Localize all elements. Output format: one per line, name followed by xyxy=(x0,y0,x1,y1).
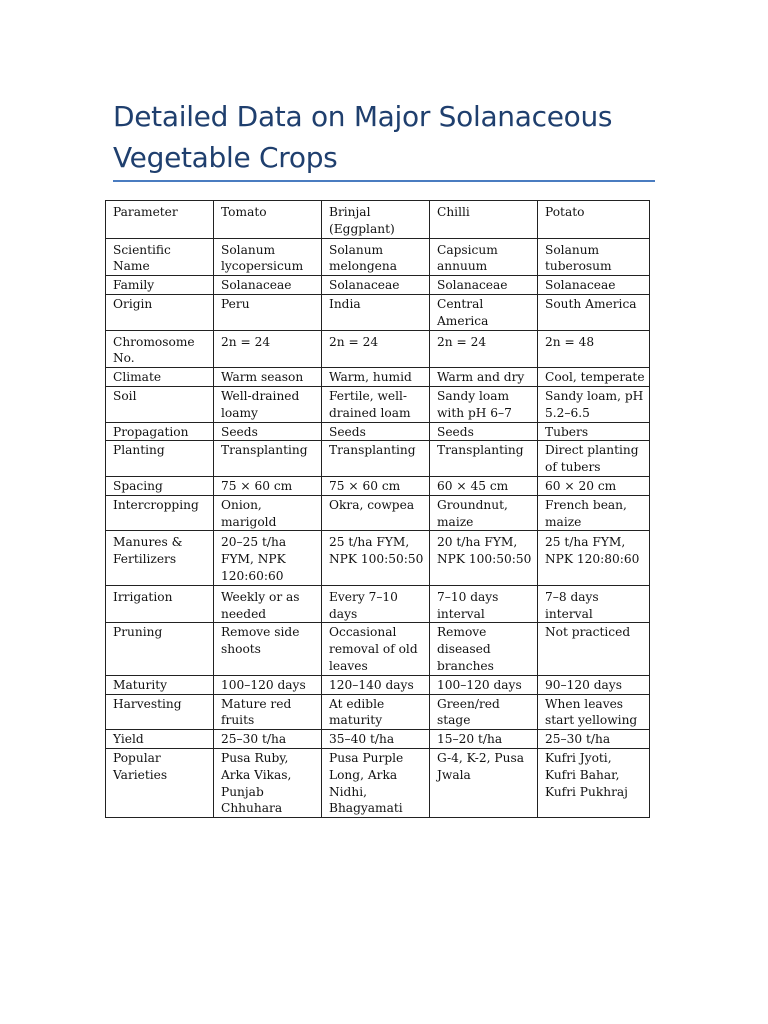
table-cell: Weekly or as needed xyxy=(214,585,322,623)
row-label: Climate xyxy=(106,368,214,387)
table-row xyxy=(106,495,650,531)
table-cell: Occasional removal of old leaves xyxy=(322,623,430,675)
table-cell: 100–120 days xyxy=(430,675,538,694)
table-cell: Seeds xyxy=(214,422,322,441)
header-cell-tomato: Tomato xyxy=(214,201,322,239)
table-row xyxy=(106,368,650,387)
table-row xyxy=(106,476,650,495)
table-cell: 60 × 20 cm xyxy=(538,476,650,495)
table-cell: Transplanting xyxy=(214,441,322,477)
table-header-row xyxy=(106,201,650,239)
table-row xyxy=(106,330,650,368)
table-cell: Not practiced xyxy=(538,623,650,675)
table-cell: Cool, temperate xyxy=(538,368,650,387)
table-cell: Transplanting xyxy=(430,441,538,477)
table-row xyxy=(106,238,650,276)
table-cell: 60 × 45 cm xyxy=(430,476,538,495)
header-cell-chilli: Chilli xyxy=(430,201,538,239)
table-cell: 35–40 t/ha xyxy=(322,730,430,749)
table-cell: French bean, maize xyxy=(538,495,650,531)
table-cell: Well-drained loamy xyxy=(214,386,322,422)
table-cell: Fertile, well-drained loam xyxy=(322,386,430,422)
table-cell: 2n = 48 xyxy=(538,330,650,368)
table-cell: Every 7–10 days xyxy=(322,585,430,623)
table-row xyxy=(106,623,650,675)
table-cell: Okra, cowpea xyxy=(322,495,430,531)
header-cell-brinjal: Brinjal (Eggplant) xyxy=(322,201,430,239)
table-cell: 25 t/ha FYM, NPK 100:50:50 xyxy=(322,531,430,585)
table-cell: G-4, K-2, Pusa Jwala xyxy=(430,748,538,817)
table-cell: Central America xyxy=(430,294,538,330)
table-cell: 25–30 t/ha xyxy=(214,730,322,749)
table-cell: Solanum tuberosum xyxy=(538,238,650,276)
table-cell: Capsicum annuum xyxy=(430,238,538,276)
table-cell: 7–10 days interval xyxy=(430,585,538,623)
page-title: Detailed Data on Major Solanaceous Vegetable Crops xyxy=(113,100,613,174)
row-label: Chromosome No. xyxy=(106,330,214,368)
table-cell: 2n = 24 xyxy=(214,330,322,368)
row-label: Origin xyxy=(106,294,214,330)
table-row xyxy=(106,748,650,817)
table-cell: 120–140 days xyxy=(322,675,430,694)
row-label: Family xyxy=(106,276,214,295)
table-cell: 75 × 60 cm xyxy=(322,476,430,495)
row-label: Manures & Fertilizers xyxy=(106,531,214,585)
table-row xyxy=(106,386,650,422)
table-cell: 25–30 t/ha xyxy=(538,730,650,749)
crop-data-table xyxy=(105,200,650,818)
table-cell: 25 t/ha FYM, NPK 120:80:60 xyxy=(538,531,650,585)
table-cell: 90–120 days xyxy=(538,675,650,694)
row-label: Soil xyxy=(106,386,214,422)
table-cell: Onion, marigold xyxy=(214,495,322,531)
header-cell-parameter: Parameter xyxy=(106,201,214,239)
table-cell: Warm, humid xyxy=(322,368,430,387)
table-cell: Mature red fruits xyxy=(214,694,322,730)
table-cell: India xyxy=(322,294,430,330)
table-cell: At edible maturity xyxy=(322,694,430,730)
table-row xyxy=(106,675,650,694)
title-underline xyxy=(113,180,655,182)
table-cell: Remove side shoots xyxy=(214,623,322,675)
row-label: Intercropping xyxy=(106,495,214,531)
table-cell: Warm and dry xyxy=(430,368,538,387)
table-cell: 15–20 t/ha xyxy=(430,730,538,749)
table-cell: 2n = 24 xyxy=(322,330,430,368)
table-cell: Solanaceae xyxy=(538,276,650,295)
table-cell: Kufri Jyoti, Kufri Bahar, Kufri Pukhraj xyxy=(538,748,650,817)
row-label: Irrigation xyxy=(106,585,214,623)
table-cell: Direct planting of tubers xyxy=(538,441,650,477)
table-cell: Transplanting xyxy=(322,441,430,477)
table-cell: Peru xyxy=(214,294,322,330)
table-cell: 2n = 24 xyxy=(430,330,538,368)
row-label: Scientific Name xyxy=(106,238,214,276)
row-label: Harvesting xyxy=(106,694,214,730)
table-cell: Solanaceae xyxy=(214,276,322,295)
table-cell: Solanaceae xyxy=(430,276,538,295)
table-row xyxy=(106,730,650,749)
table-cell: Pusa Purple Long, Arka Nidhi, Bhagyamati xyxy=(322,748,430,817)
table-row xyxy=(106,585,650,623)
table-cell: Solanum lycopersicum xyxy=(214,238,322,276)
row-label: Maturity xyxy=(106,675,214,694)
table-cell: Tubers xyxy=(538,422,650,441)
table-cell: Solanum melongena xyxy=(322,238,430,276)
table-cell: Seeds xyxy=(322,422,430,441)
table-row xyxy=(106,294,650,330)
table-cell: 75 × 60 cm xyxy=(214,476,322,495)
row-label: Popular Varieties xyxy=(106,748,214,817)
table-row xyxy=(106,422,650,441)
row-label: Propagation xyxy=(106,422,214,441)
table-row xyxy=(106,441,650,477)
table-cell: 20 t/ha FYM, NPK 100:50:50 xyxy=(430,531,538,585)
table-cell: Sandy loam, pH 5.2–6.5 xyxy=(538,386,650,422)
row-label: Yield xyxy=(106,730,214,749)
table-cell: Green/red stage xyxy=(430,694,538,730)
row-label: Planting xyxy=(106,441,214,477)
table-cell: Groundnut, maize xyxy=(430,495,538,531)
table-cell: When leaves start yellowing xyxy=(538,694,650,730)
row-label: Spacing xyxy=(106,476,214,495)
header-cell-potato: Potato xyxy=(538,201,650,239)
table-cell: Solanaceae xyxy=(322,276,430,295)
table-row xyxy=(106,276,650,295)
table-row xyxy=(106,694,650,730)
row-label: Pruning xyxy=(106,623,214,675)
table-cell: 100–120 days xyxy=(214,675,322,694)
table-cell: Sandy loam with pH 6–7 xyxy=(430,386,538,422)
table-cell: Remove diseased branches xyxy=(430,623,538,675)
table-row xyxy=(106,531,650,585)
table-cell: 20–25 t/ha FYM, NPK 120:60:60 xyxy=(214,531,322,585)
table-cell: 7–8 days interval xyxy=(538,585,650,623)
table-cell: Warm season xyxy=(214,368,322,387)
table-cell: South America xyxy=(538,294,650,330)
table-cell: Seeds xyxy=(430,422,538,441)
table-cell: Pusa Ruby, Arka Vikas, Punjab Chhuhara xyxy=(214,748,322,817)
